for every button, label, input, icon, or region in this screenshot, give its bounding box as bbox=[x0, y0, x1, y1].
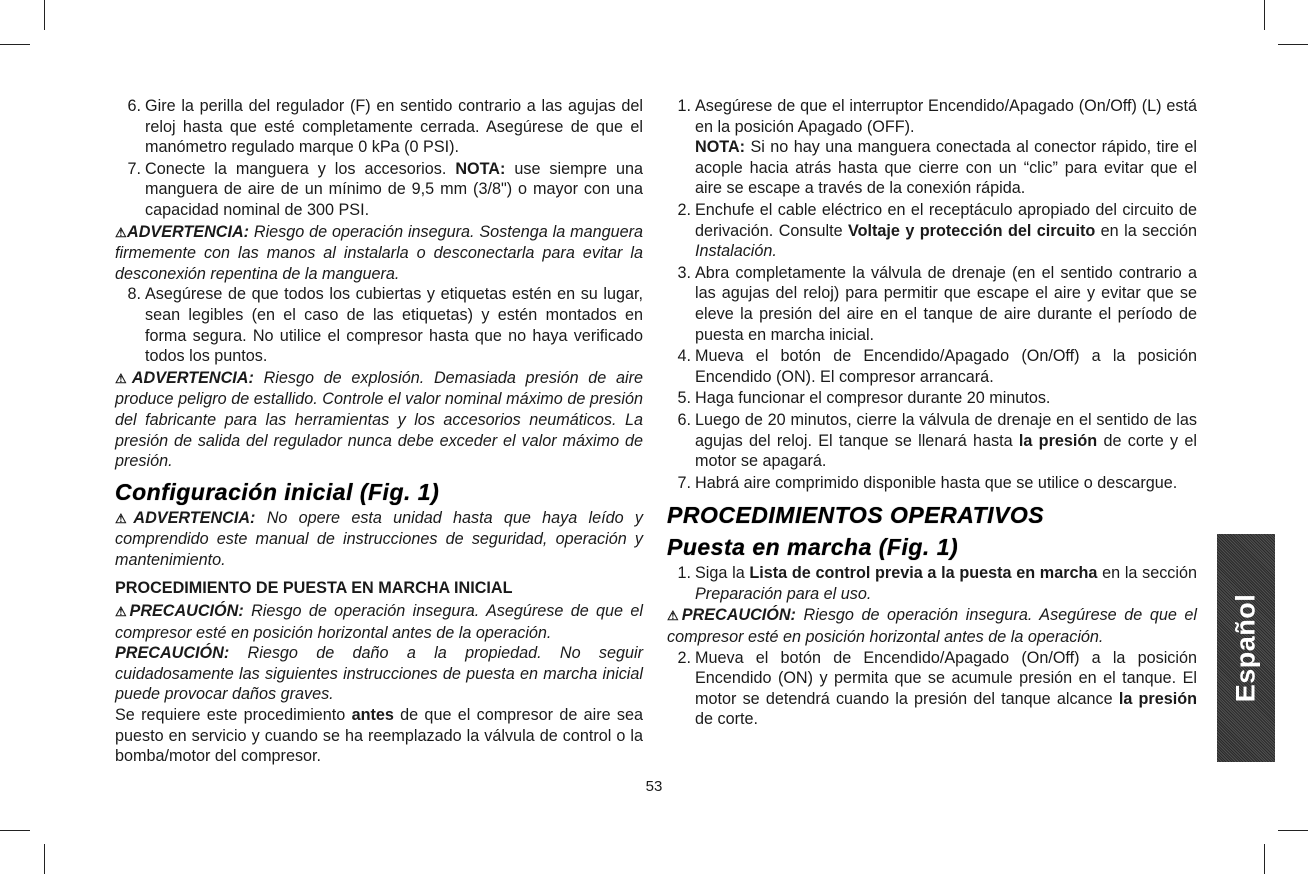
crop-mark bbox=[44, 0, 45, 30]
item-number: 1. bbox=[677, 564, 691, 583]
warning-icon: ⚠ bbox=[115, 224, 128, 240]
warning-block bbox=[115, 222, 643, 285]
warning-block bbox=[115, 368, 643, 472]
warning-label: ADVERTENCIA: bbox=[131, 368, 254, 387]
item-number: 7. bbox=[677, 473, 691, 492]
item-text: Mueva el botón de Encendido/Apagado (On/Off) a la posición Encendido (ON). El compresor arrancará. bbox=[695, 347, 1197, 386]
subsection-heading: PROCEDIMIENTO DE PUESTA EN MARCHA INICIAL bbox=[115, 579, 513, 598]
right-column bbox=[667, 96, 1197, 731]
caution-text: Riesgo de daño a la propiedad. No seguir cuidadosamente las siguientes instrucciones de puesta en marcha inicial puede provocar daños graves. bbox=[115, 644, 643, 704]
warning-icon: ⚠ bbox=[115, 370, 132, 386]
list-item bbox=[115, 96, 643, 158]
body-paragraph: Se requiere este procedimiento antes de que el compresor de aire sea puesto en servicio y cuando se ha reemplazado la válvula de control o la bomba/motor del compresor. bbox=[115, 706, 643, 766]
warning-text: Riesgo de explosión. Demasiada presión de aire produce peligro de estallido. Controle el valor nominal máximo de presión del fabricante para las herramientas y los accesorios neumáticos. La presión de salida del regulador nunca debe exceder el valor máximo de presión. bbox=[115, 368, 644, 471]
warning-icon: ⚠ bbox=[115, 604, 130, 620]
item-text: Siga la Lista de control previa a la puesta en marcha en la sección Preparación para el uso. bbox=[695, 564, 1198, 603]
warning-label: ADVERTENCIA: bbox=[133, 508, 256, 527]
list-item bbox=[667, 473, 1197, 494]
list-item bbox=[667, 263, 1197, 345]
list-item bbox=[115, 159, 643, 221]
item-text: Conecte la manguera y los accesorios. NOTA: use siempre una manguera de aire de un mínimo de 9,5 mm (3/8") o mayor con una capacidad nominal de 300 PSI. bbox=[145, 159, 643, 219]
caution-text: Riesgo de operación insegura. Asegúrese de que el compresor esté en posición horizontal antes de la operación. bbox=[115, 602, 644, 642]
item-text: Habrá aire comprimido disponible hasta que se utilice o descargue. bbox=[695, 473, 1178, 492]
crop-mark bbox=[0, 830, 30, 831]
item-text: Luego de 20 minutos, cierre la válvula de drenaje en el sentido de las agujas del reloj. El tanque se llenará hasta la presión de corte y el motor se apagará. bbox=[695, 410, 1197, 471]
item-text: Enchufe el cable eléctrico en el receptáculo apropiado del circuito de derivación. Consulte Voltaje y protección del circuito en la sección Instalación. bbox=[695, 200, 1198, 261]
caution-label: PRECAUCIÓN: bbox=[115, 644, 230, 663]
list-item bbox=[667, 346, 1197, 387]
warning-text: Riesgo de operación insegura. Sostenga la manguera firmemente con las manos al instalarla o desconectarla para evitar la desconexión repentina de la manguera. bbox=[115, 222, 643, 283]
warning-icon: ⚠ bbox=[115, 510, 134, 526]
crop-mark bbox=[1264, 0, 1265, 30]
item-text: Gire la perilla del regulador (F) en sentido contrario a las agujas del reloj hasta que esté completamente cerrada. Asegúrese de que el manómetro regulado marque 0 kPa (0 PSI). bbox=[145, 97, 643, 157]
left-column bbox=[115, 96, 643, 767]
item-number: 4. bbox=[677, 347, 691, 366]
language-tab-label: Español bbox=[1230, 593, 1261, 703]
item-number: 2. bbox=[677, 200, 691, 219]
caution-text: Riesgo de operación insegura. Asegúrese de que el compresor esté en posición horizontal antes de la operación. bbox=[667, 606, 1197, 647]
crop-mark bbox=[0, 44, 30, 45]
item-number: 2. bbox=[677, 648, 691, 667]
crop-mark bbox=[1264, 844, 1265, 874]
page-number: 53 bbox=[645, 778, 663, 795]
item-number: 1. bbox=[677, 97, 691, 115]
list-item bbox=[667, 563, 1197, 604]
crop-mark bbox=[1278, 830, 1308, 831]
caution-block bbox=[115, 643, 643, 705]
list-item bbox=[667, 410, 1197, 472]
section-heading: PROCEDIMIENTOS OPERATIVOS bbox=[667, 502, 1045, 529]
caution-block bbox=[115, 601, 643, 643]
item-text: Asegúrese de que todos los cubiertas y etiquetas estén en su lugar, sean legibles (en el caso de las etiquetas) y estén montados en forma segura. No utilice el compresor hasta que no haya verificado todos los puntos. bbox=[145, 285, 643, 366]
caution-block bbox=[667, 605, 1197, 647]
item-number: 7. bbox=[127, 159, 141, 178]
caution-label: PRECAUCIÓN: bbox=[681, 606, 796, 625]
item-text: Abra completamente la válvula de drenaje (en el sentido contrario a las agujas del reloj) para permitir que escape el aire y evitar que se eleve la presión del aire en el tanque de aire durante el período de puesta en marcha inicial. bbox=[695, 263, 1197, 344]
note-label: NOTA: bbox=[695, 138, 746, 157]
caution-label: PRECAUCIÓN: bbox=[129, 602, 244, 621]
item-number: 6. bbox=[677, 410, 691, 429]
warning-block bbox=[115, 508, 643, 571]
list-item bbox=[667, 96, 1197, 199]
warning-icon: ⚠ bbox=[667, 608, 682, 624]
warning-label: ADVERTENCIA: bbox=[127, 222, 250, 241]
item-number: 6. bbox=[127, 97, 141, 115]
list-item bbox=[115, 284, 643, 366]
language-tab bbox=[1217, 534, 1275, 762]
list-item bbox=[667, 648, 1197, 730]
crop-mark bbox=[44, 844, 45, 874]
item-number: 8. bbox=[127, 285, 141, 304]
section-heading: Configuración inicial (Fig. 1) bbox=[115, 478, 440, 505]
item-text: Mueva el botón de Encendido/Apagado (On/Off) a la posición Encendido (ON) y permita que se acumule presión en el tanque. El motor se detendrá cuando la presión del tanque alcance la presión de corte. bbox=[695, 648, 1198, 729]
item-text: Haga funcionar el compresor durante 20 minutos. bbox=[695, 389, 1051, 408]
subsection-heading: Puesta en marcha (Fig. 1) bbox=[667, 534, 959, 561]
item-number: 5. bbox=[677, 389, 691, 408]
warning-text: No opere esta unidad hasta que haya leído y comprendido este manual de instrucciones de seguridad, operación y mantenimiento. bbox=[115, 508, 643, 569]
item-text: Asegúrese de que el interruptor Encendido/Apagado (On/Off) (L) está en la posición Apagado (OFF). NOTA: Si no hay una manguera conectada al conector rápido, tire el acople hacia atrás hasta que cierre con un “clic” para evitar que el aire se escape a través de la conexión rápida. bbox=[695, 97, 1197, 198]
list-item bbox=[667, 200, 1197, 262]
crop-mark bbox=[1278, 44, 1308, 45]
note-text: Si no hay una manguera conectada al conector rápido, tire el acople hacia atrás hasta que cierre con un “clic” para evitar que el aire se escape a través de la conexión rápida. bbox=[695, 138, 1197, 198]
list-item bbox=[667, 388, 1197, 409]
item-number: 3. bbox=[677, 263, 691, 282]
